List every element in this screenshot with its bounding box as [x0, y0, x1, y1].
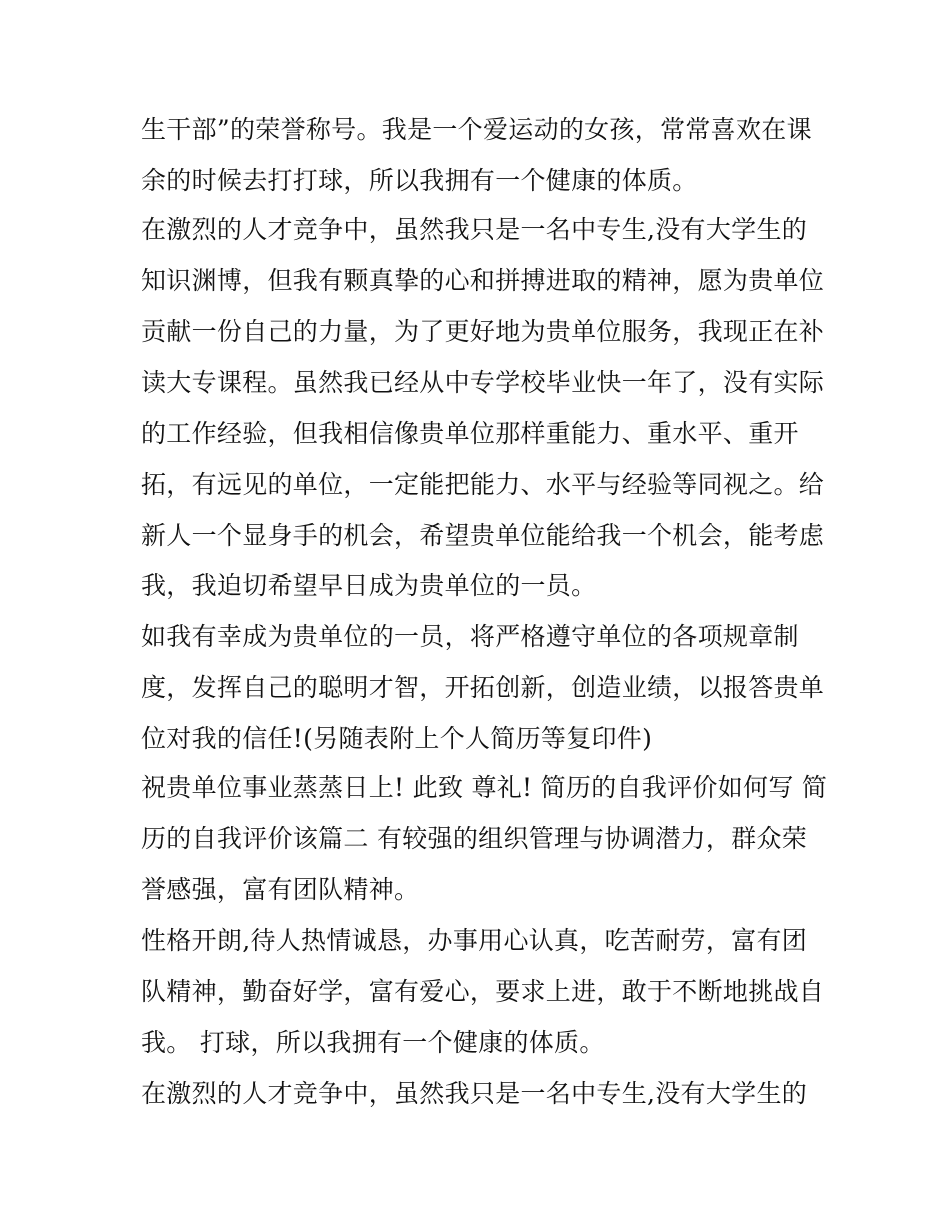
- text-line: 贡献一份自己的力量，为了更好地为贵单位服务，我现正在补: [141, 317, 825, 346]
- text-line: 新人一个显身手的机会，希望贵单位能给我一个机会，能考虑: [141, 521, 825, 550]
- text-line: 度，发挥自己的聪明才智，开拓创新，创造业绩，以报答贵单: [141, 673, 825, 702]
- text-line: 拓，有远见的单位，一定能把能力、水平与经验等同视之。给: [141, 470, 825, 499]
- text-line: 祝贵单位事业蒸蒸日上! 此致 尊礼! 简历的自我评价如何写 简: [141, 773, 828, 802]
- text-line: 余的时候去打打球，所以我拥有一个健康的体质。: [141, 166, 698, 195]
- text-line: 读大专课程。虽然我已经从中专学校毕业快一年了，没有实际: [141, 368, 825, 397]
- text-line: 我，我迫切希望早日成为贵单位的一员。: [141, 571, 597, 600]
- text-line: 如我有幸成为贵单位的一员，将严格遵守单位的各项规章制: [141, 622, 799, 651]
- text-line: 队精神，勤奋好学，富有爱心，要求上进，敢于不断地挑战自: [141, 977, 825, 1006]
- text-line: 的工作经验，但我相信像贵单位那样重能力、重水平、重开: [141, 419, 799, 448]
- text-line: 历的自我评价该篇二 有较强的组织管理与协调潜力，群众荣: [141, 824, 808, 853]
- text-line: 位对我的信任!(另随表附上个人简历等复印件): [141, 724, 653, 753]
- text-line: 誉感强，富有团队精神。: [141, 875, 420, 904]
- text-line: 性格开朗,待人热情诚恳，办事用心认真，吃苦耐劳，富有团: [141, 926, 808, 955]
- text-line: 我。 打球，所以我拥有一个健康的体质。: [141, 1028, 605, 1057]
- text-line: 在激烈的人才竞争中，虽然我只是一名中专生,没有大学生的: [141, 215, 808, 244]
- text-line: 生干部”的荣誉称号。我是一个爱运动的女孩，常常喜欢在课: [141, 115, 812, 144]
- text-line: 在激烈的人才竞争中，虽然我只是一名中专生,没有大学生的: [141, 1079, 808, 1108]
- text-line: 知识渊博，但我有颗真挚的心和拼搏进取的精神，愿为贵单位: [141, 266, 825, 295]
